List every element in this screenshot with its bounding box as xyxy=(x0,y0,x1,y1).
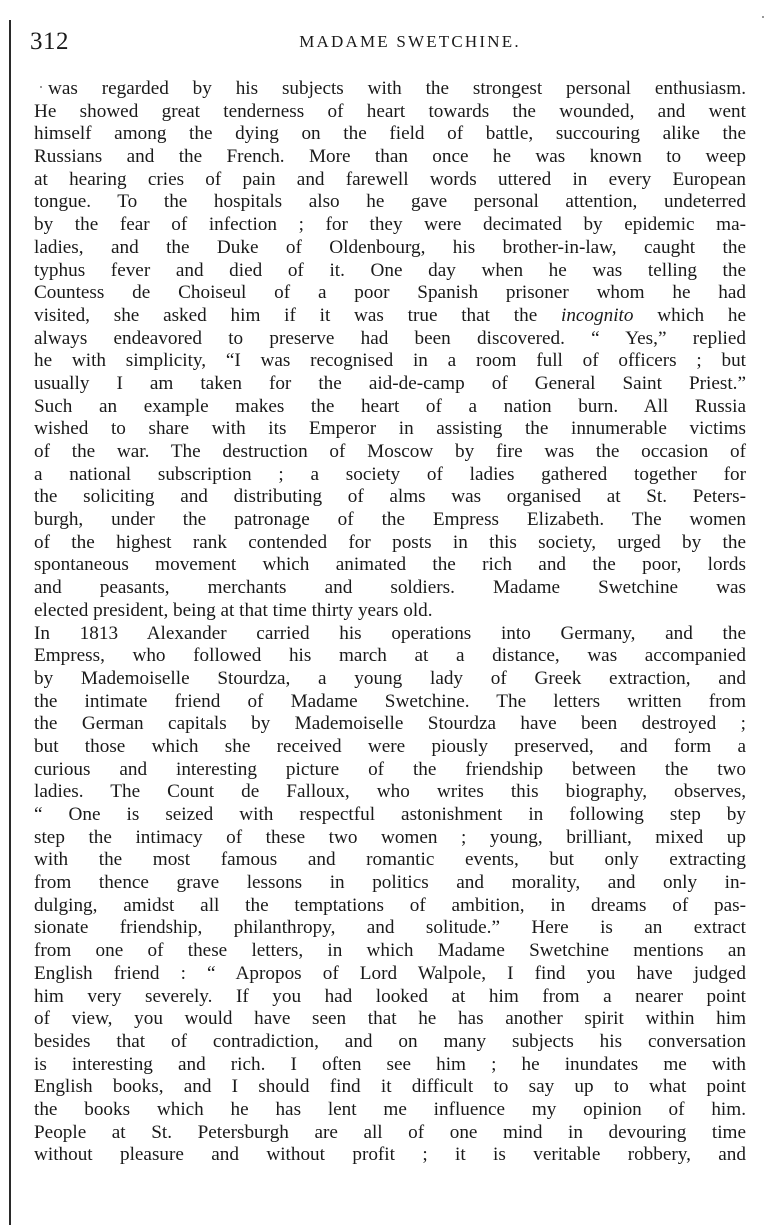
text-line: always endeavored to preserve had been discovered. “ Yes,” replied xyxy=(34,327,746,349)
italic-word: incognito xyxy=(560,304,634,326)
text-line: with the most famous and romantic events, but only extracting xyxy=(34,849,746,871)
text-line: from thence grave lessons in politics and morality, and only in- xyxy=(34,872,746,894)
text-line: Such an example makes the heart of a nation burn. All Russia xyxy=(34,395,746,417)
text-line: sionate friendship, philanthropy, and solitude.” Here is an extract xyxy=(34,917,746,939)
text-line xyxy=(34,305,746,328)
text-line: of the war. The destruction of Moscow by fire was the occasion of xyxy=(34,441,746,462)
text-line: besides that of contradiction, and on many subjects his conversation xyxy=(34,1030,746,1052)
text-line: burgh, under the patronage of the Empress Elizabeth. The women xyxy=(34,509,746,531)
text-line: by Mademoiselle Stourdza, a young lady of Greek extraction, and xyxy=(34,667,746,689)
text-line: was regarded by his subjects with the strongest personal enthusiasm. xyxy=(48,78,746,99)
text-line: himself among the dying on the field of battle, succouring alike the xyxy=(34,123,746,145)
text-line: without pleasure and without profit ; it is veritable robbery, and xyxy=(34,1144,746,1166)
page-edge-rule xyxy=(9,20,11,1225)
text-line: and peasants, merchants and soldiers. Madame Swetchine was xyxy=(34,577,746,599)
text-line: English books, and I should find it difficult to say up to what point xyxy=(34,1076,746,1098)
body-text xyxy=(34,78,746,1167)
text-line: tongue. To the hospitals also he gave personal attention, undeterred xyxy=(34,191,746,213)
text-line: “ One is seized with respectful astonishment in following step by xyxy=(34,804,746,825)
text-line: from one of these letters, in which Madame Swetchine mentions an xyxy=(34,940,746,962)
text-line: English friend : “ Apropos of Lord Walpole, I find you have judged xyxy=(34,962,746,984)
text-line: typhus fever and died of it. One day when he was telling the xyxy=(34,259,746,281)
text-line: elected president, being at that time thirty years old. xyxy=(34,599,433,621)
text-line: curious and interesting picture of the friendship between the two xyxy=(34,758,746,780)
running-head: MADAME SWETCHINE. xyxy=(299,32,521,51)
text-line: wished to share with its Emperor in assisting the innumerable victims xyxy=(34,418,746,440)
text-line: Russians and the French. More than once he was known to weep xyxy=(34,146,746,168)
text-line: of view, you would have seen that he has another spirit within him xyxy=(34,1008,746,1030)
text-line: Empress, who followed his march at a distance, was accompanied xyxy=(34,645,746,667)
text-line: the books which he has lent me influence my opinion of him. xyxy=(34,1098,746,1120)
text-fragment: which he xyxy=(633,304,746,326)
text-line: the German capitals by Mademoiselle Stourdza have been destroyed ; xyxy=(34,713,746,735)
text-line: He showed great tenderness of heart towards the wounded, and went xyxy=(34,100,746,122)
text-line: but those which she received were piously preserved, and form a xyxy=(34,735,746,757)
text-line: he with simplicity, “I was recognised in a room full of officers ; but xyxy=(34,350,746,372)
print-speck xyxy=(40,86,42,88)
text-line: ladies, and the Duke of Oldenbourg, his brother-in-law, caught the xyxy=(34,236,746,258)
text-line: by the fear of infection ; for they were decimated by epidemic ma- xyxy=(34,214,746,236)
page-number: 312 xyxy=(30,28,69,55)
text-fragment: visited, she asked him if it was true that the xyxy=(34,304,561,326)
text-line: dulging, amidst all the temptations of ambition, in dreams of pas- xyxy=(34,894,746,916)
text-line: ladies. The Count de Falloux, who writes this biography, observes, xyxy=(34,781,746,803)
text-line: In 1813 Alexander carried his operations into Germany, and the xyxy=(34,622,746,644)
text-line: is interesting and rich. I often see him ; he inundates me with xyxy=(34,1053,746,1075)
text-line: at hearing cries of pain and farewell words uttered in every European xyxy=(34,168,746,190)
text-line: People at St. Petersburgh are all of one mind in devouring time xyxy=(34,1121,746,1143)
text-line: the intimate friend of Madame Swetchine. The letters written from xyxy=(34,690,746,712)
text-line: him very severely. If you had looked at him from a nearer point xyxy=(34,985,746,1007)
text-line: a national subscription ; a society of ladies gathered together for xyxy=(34,463,746,485)
text-line: the soliciting and distributing of alms was organised at St. Peters- xyxy=(34,486,746,508)
text-line: Countess de Choiseul of a poor Spanish prisoner whom he had xyxy=(34,282,746,304)
page-header xyxy=(30,28,750,58)
text-line: spontaneous movement which animated the rich and the poor, lords xyxy=(34,554,746,576)
text-line: step the intimacy of these two women ; young, brilliant, mixed up xyxy=(34,826,746,848)
text-line: usually I am taken for the aid-de-camp of General Saint Priest.” xyxy=(34,372,746,394)
print-speck xyxy=(762,16,764,18)
text-line: of the highest rank contended for posts in this society, urged by the xyxy=(34,531,746,553)
